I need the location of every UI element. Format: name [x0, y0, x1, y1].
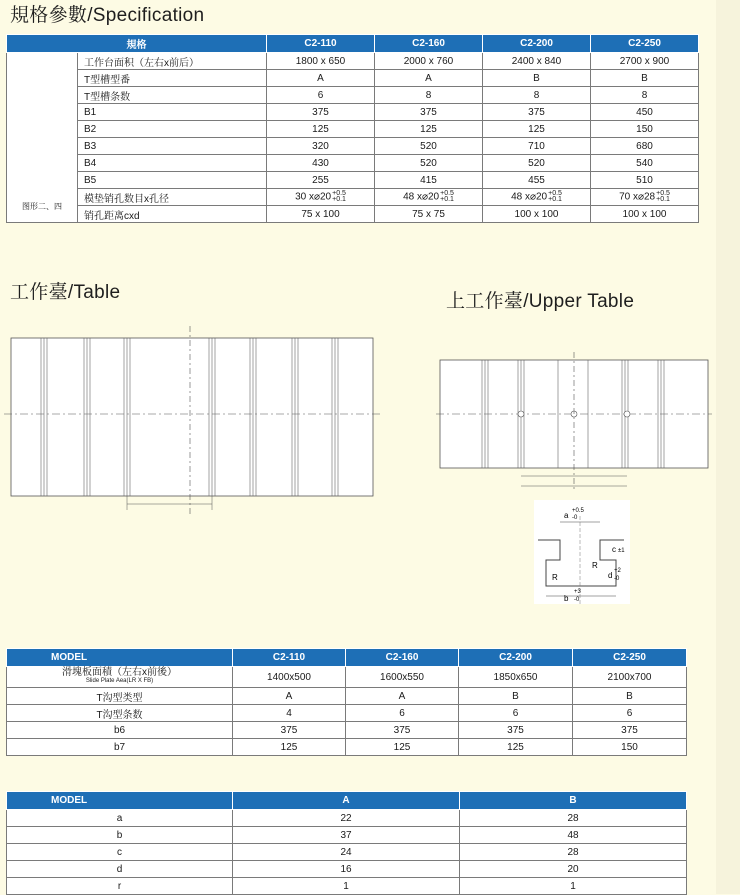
ab-cell: 16: [233, 861, 460, 878]
spec-row: [7, 87, 699, 104]
spec-row: [7, 172, 699, 189]
model-cell: 375: [346, 722, 459, 739]
t-slot-d-tol-up: +2: [614, 568, 621, 574]
ab-row-label: a: [7, 810, 233, 827]
t-slot-b-tol-down: -0: [574, 597, 580, 603]
pin-base: 48 x⌀20: [403, 191, 440, 203]
model-slide-row: [7, 667, 687, 688]
spec-cell: 125: [483, 121, 591, 138]
table-drawing: [4, 326, 384, 516]
model-cell: 1400x500: [233, 667, 346, 688]
model-cell: 6: [573, 705, 687, 722]
t-slot-b-label: b: [564, 594, 569, 603]
spec-row-label: 工作台面积（左右x前后）: [78, 53, 267, 70]
ab-header-row: [7, 792, 687, 810]
spec-cell: B: [591, 70, 699, 87]
model-row: [7, 722, 687, 739]
spec-cell: 450: [591, 104, 699, 121]
model-cell: 125: [346, 739, 459, 756]
spec-cell: [483, 189, 591, 206]
spec-pin-row: [7, 189, 699, 206]
model-cell: 125: [233, 739, 346, 756]
pin-tolerance: +0.5 +0.1: [656, 190, 670, 203]
spec-cell: 1800 x 650: [267, 53, 375, 70]
ab-row: [7, 827, 687, 844]
spec-cell: 8: [591, 87, 699, 104]
t-slot-a-label: a: [564, 511, 569, 520]
model-cell: A: [233, 688, 346, 705]
ab-row: [7, 810, 687, 827]
spec-group-label: 图形二、四: [22, 202, 62, 211]
model-row-label: b6: [7, 722, 233, 739]
ab-row-label: r: [7, 878, 233, 895]
spec-row-label: B3: [78, 138, 267, 155]
ab-table: [6, 791, 687, 895]
spec-cell: 6: [267, 87, 375, 104]
model-header-cell: C2-200: [459, 649, 573, 667]
ab-cell: 28: [460, 810, 687, 827]
model-cell: 375: [233, 722, 346, 739]
spec-row: [7, 155, 699, 172]
spec-cell: 2000 x 760: [375, 53, 483, 70]
spec-cell: 455: [483, 172, 591, 189]
spec-row-label: B1: [78, 104, 267, 121]
ab-header-cell: A: [233, 792, 460, 810]
model-row-label: [7, 667, 233, 688]
spec-cell: 2700 x 900: [591, 53, 699, 70]
model-header-cell: C2-110: [233, 649, 346, 667]
t-slot-r-left: R: [552, 573, 558, 582]
table-section-title: 工作臺/Table: [10, 282, 121, 303]
slide-label: 滑塊板面積（左右x前後）: [62, 667, 177, 678]
model-row-label: b7: [7, 739, 233, 756]
spec-group-cell: [7, 53, 78, 223]
spec-row-label: T型槽条数: [78, 87, 267, 104]
pin-base: 48 x⌀20: [511, 191, 548, 203]
t-slot-d-label: d: [608, 571, 613, 580]
model-cell: 6: [459, 705, 573, 722]
spec-cell: A: [375, 70, 483, 87]
t-slot-c-label: c: [612, 545, 616, 554]
table-outline: [11, 338, 373, 496]
spec-cell: 520: [375, 155, 483, 172]
ab-cell: 24: [233, 844, 460, 861]
t-slot-profile-drawing: [534, 500, 630, 604]
ab-cell: 20: [460, 861, 687, 878]
ab-header-cell: B: [460, 792, 687, 810]
spec-cell: 125: [267, 121, 375, 138]
ab-row-label: c: [7, 844, 233, 861]
spec-cell: 430: [267, 155, 375, 172]
spec-cell: 520: [483, 155, 591, 172]
model-cell: 375: [573, 722, 687, 739]
model-cell: 6: [346, 705, 459, 722]
spec-cell: 8: [375, 87, 483, 104]
model-cell: B: [573, 688, 687, 705]
spec-cell: 520: [375, 138, 483, 155]
slide-sub-label: Slide Plate Aea(LR X FB): [85, 678, 154, 684]
ab-cell: 1: [233, 878, 460, 895]
model-cell: B: [459, 688, 573, 705]
pin-tolerance: +0.5 +0.1: [548, 190, 562, 203]
spec-cell: 540: [591, 155, 699, 172]
pin-base: 30 x⌀20: [295, 191, 332, 203]
spec-row: [7, 104, 699, 121]
pin-tolerance: +0.5 +0.1: [332, 190, 346, 203]
spec-cell: 8: [483, 87, 591, 104]
spec-cell: 75 x 75: [375, 206, 483, 223]
spec-header-cell: C2-110: [267, 35, 375, 53]
spec-row: [7, 206, 699, 223]
ab-cell: 1: [460, 878, 687, 895]
spec-cell: 320: [267, 138, 375, 155]
spec-cell: 100 x 100: [591, 206, 699, 223]
spec-cell: 2400 x 840: [483, 53, 591, 70]
pin-tolerance: +0.5 +0.1: [440, 190, 454, 203]
model-cell: A: [346, 688, 459, 705]
spec-cell: [375, 189, 483, 206]
spec-row-label: 模垫销孔数目x孔径: [78, 189, 267, 206]
model-header-row: [7, 649, 687, 667]
ab-row: [7, 861, 687, 878]
spec-cell: 375: [375, 104, 483, 121]
spec-cell: 680: [591, 138, 699, 155]
pin-base: 70 x⌀28: [619, 191, 656, 203]
model-cell: 1850x650: [459, 667, 573, 688]
model-cell: 375: [459, 722, 573, 739]
spec-header-cell: 規格: [7, 35, 267, 53]
spec-cell: 510: [591, 172, 699, 189]
model-row-label: T沟型条数: [7, 705, 233, 722]
spec-section-title: 規格參數/Specification: [10, 5, 205, 26]
spec-row: [7, 53, 699, 70]
model-header-cell: MODEL: [7, 649, 233, 667]
spec-cell: 125: [375, 121, 483, 138]
ab-cell: 48: [460, 827, 687, 844]
spec-header-cell: C2-200: [483, 35, 591, 53]
t-slot-a-tol-down: -0: [572, 515, 578, 521]
model-cell: 150: [573, 739, 687, 756]
spec-row-label: T型槽型番: [78, 70, 267, 87]
ab-cell: 37: [233, 827, 460, 844]
spec-row-label: B4: [78, 155, 267, 172]
model-row: [7, 705, 687, 722]
spec-row: [7, 138, 699, 155]
spec-row: [7, 70, 699, 87]
spec-row: [7, 121, 699, 138]
spec-cell: [267, 189, 375, 206]
spec-cell: A: [267, 70, 375, 87]
model-cell: 4: [233, 705, 346, 722]
model-cell: 125: [459, 739, 573, 756]
spec-cell: 375: [483, 104, 591, 121]
spec-header-row: [7, 35, 699, 53]
ab-header-cell: MODEL: [7, 792, 233, 810]
spec-header-cell: C2-160: [375, 35, 483, 53]
spec-cell: B: [483, 70, 591, 87]
spec-cell: 150: [591, 121, 699, 138]
ab-row: [7, 878, 687, 895]
spec-cell: 75 x 100: [267, 206, 375, 223]
t-slot-b-tol-up: +3: [574, 589, 581, 595]
t-slot-r-right: R: [592, 561, 598, 570]
ab-cell: 28: [460, 844, 687, 861]
spec-cell: 710: [483, 138, 591, 155]
ab-row-label: b: [7, 827, 233, 844]
t-slot-d-tol-down: -0: [614, 576, 620, 582]
upper-section-title: 上工作臺/Upper Table: [446, 291, 635, 312]
model-table: [6, 648, 687, 756]
spec-table: [6, 34, 699, 223]
spec-row-label: 销孔距离cxd: [78, 206, 267, 223]
right-margin-strip: [716, 0, 740, 894]
t-slot-c-tol: ±1: [618, 548, 625, 554]
ab-cell: 22: [233, 810, 460, 827]
ab-row: [7, 844, 687, 861]
spec-cell: 375: [267, 104, 375, 121]
t-slot-a-tol-up: +0.5: [572, 508, 584, 514]
spec-cell: 415: [375, 172, 483, 189]
model-row: [7, 688, 687, 705]
spec-row-label: B2: [78, 121, 267, 138]
spec-header-cell: C2-250: [591, 35, 699, 53]
spec-cell: 255: [267, 172, 375, 189]
upper-table-drawing: [436, 352, 712, 492]
model-cell: 2100x700: [573, 667, 687, 688]
ab-row-label: d: [7, 861, 233, 878]
model-cell: 1600x550: [346, 667, 459, 688]
spec-cell: 100 x 100: [483, 206, 591, 223]
model-row: [7, 739, 687, 756]
model-header-cell: C2-250: [573, 649, 687, 667]
model-row-label: T沟型类型: [7, 688, 233, 705]
spec-row-label: B5: [78, 172, 267, 189]
model-header-cell: C2-160: [346, 649, 459, 667]
spec-cell: [591, 189, 699, 206]
